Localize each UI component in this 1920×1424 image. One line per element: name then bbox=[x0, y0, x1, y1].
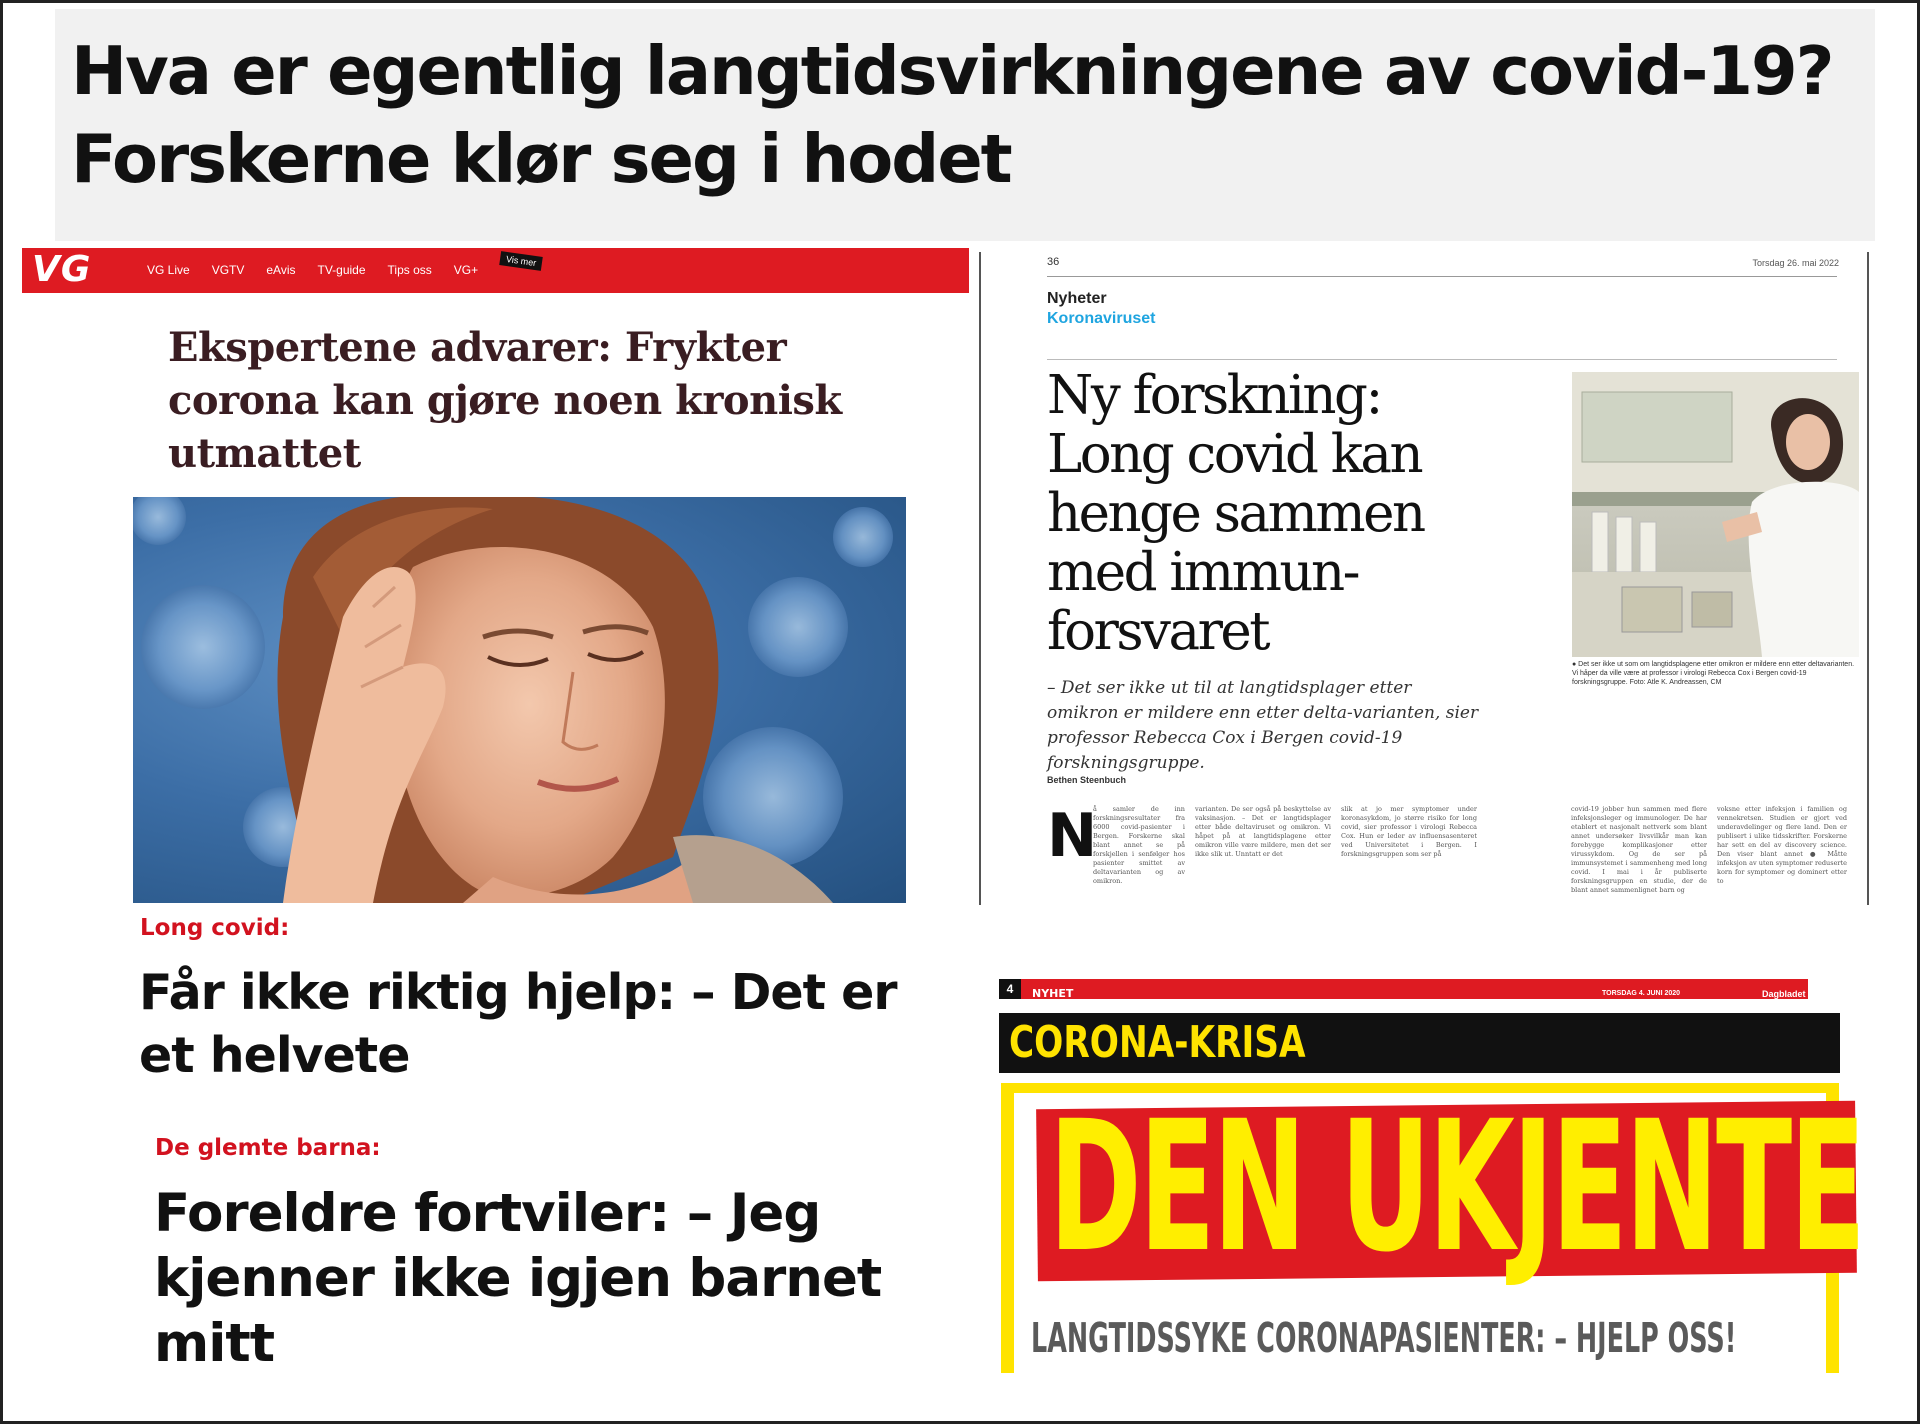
photo-illustration bbox=[133, 497, 906, 903]
newspaper-photo-caption: ● Det ser ikke ut som om langtidsplagene etter omikron er mildere enn etter deltavarianten. Vi håper da ville være at professor i virologi Rebecca Cox i Bergen covid-19 forskningsgruppe. Foto: Atle K. Andreassen, CM bbox=[1572, 661, 1855, 686]
vg-nav-item[interactable]: Tips oss bbox=[387, 263, 432, 277]
newspaper-subsection: Koronaviruset bbox=[1047, 310, 1156, 327]
tabloid-subheadline: LANGTIDSSYKE CORONAPASIENTER: – HJELP OSS! bbox=[1031, 1314, 1737, 1362]
glemte-barna-kicker: De glemte barna: bbox=[155, 1135, 381, 1161]
newspaper-body-column: covid-19 jobber hun sammen med flere infeksjonsleger og immunologer. De har etablert et nasjonalt nettverk som blant annet undersøker livsvilkår man kan forebygge komplikasjoner etter virussykdom. Og de ser på immunsystemet i sammenheng med long covid. I mai i år publiserte forskningsgruppen en studie, der de blant annet sammenlignet barn og bbox=[1571, 805, 1707, 894]
vg-nav-item[interactable]: VG Live bbox=[147, 263, 190, 277]
newspaper-body-column: voksne etter infeksjon i familien og vennekretsen. Studien er gjort ved underavdelinger og flere land. Den er publisert i ulike tidsskrifter. Forskerne har sett en del av discovery science. Den viser blant annet ● Måtte infeksjon av uten symptomer reduserte korn for symptomer og dominert etter to bbox=[1717, 805, 1847, 885]
tabloid-kicker: CORONA-KRISA bbox=[1009, 1017, 1306, 1068]
tabloid-top-bar bbox=[1002, 979, 1808, 999]
vg-nav-item[interactable]: VG+ bbox=[453, 263, 479, 277]
tabloid-logo: Dagbladet bbox=[1762, 989, 1806, 999]
tabloid-page-number: 4 bbox=[999, 979, 1021, 999]
banner-title-line-1: Hva er egentlig langtidsvirkningene av covid-19? bbox=[71, 32, 1833, 110]
tabloid-section: NYHET bbox=[1032, 987, 1074, 1000]
vg-nav-item[interactable]: TV-guide bbox=[317, 263, 366, 277]
divider bbox=[1047, 359, 1837, 360]
newspaper-clipping bbox=[979, 252, 1869, 905]
woman-headache-virus-photo[interactable] bbox=[133, 497, 906, 903]
newspaper-body-column: å samler de inn forskningsresultater fra 6000 covid-pasienter i Bergen. Forskerne skal blant annet se på forskjellen i senfølger hos pasienter smittet av deltavarianten og av omikron. bbox=[1093, 805, 1185, 885]
long-covid-headline[interactable]: Får ikke riktig hjelp: – Det er et helvete bbox=[139, 964, 897, 1084]
newspaper-lead: – Det ser ikke ut til at langtidsplager etter omikron er mildere enn etter delta-varianten, sier professor Rebecca Cox i Bergen covid-19 forskningsgruppe. bbox=[1047, 678, 1479, 773]
banner-title bbox=[71, 27, 1871, 203]
newspaper-dropcap: N bbox=[1047, 801, 1098, 871]
tabloid-headline: DEN UKJENTE bbox=[1049, 1083, 1864, 1292]
title-banner bbox=[55, 9, 1875, 241]
vg-nav-tag[interactable]: Vis mer bbox=[499, 251, 543, 271]
banner-title-line-2: Forskerne klør seg i hodet bbox=[71, 120, 1011, 198]
newspaper-page-number: 36 bbox=[1047, 256, 1060, 268]
divider bbox=[1047, 276, 1837, 277]
vg-nav-item[interactable]: e⁠Avis bbox=[266, 263, 296, 277]
vg-nav-item[interactable]: VGTV bbox=[211, 263, 245, 277]
tabloid-date: TORSDAG 4. JUNI 2020 bbox=[1602, 990, 1681, 997]
newspaper-headline: Ny forskning: Long covid kan henge sammen med immun-forsvaret bbox=[1047, 365, 1424, 662]
vg-article-headline[interactable]: Ekspertene advarer: Frykter corona kan gjøre noen kronisk utmattet bbox=[168, 324, 842, 477]
lab-researcher-photo bbox=[1572, 372, 1859, 657]
lab-photo-illustration bbox=[1572, 372, 1859, 657]
tabloid-clipping bbox=[999, 973, 1864, 1373]
newspaper-byline: Bethen Steenbuch bbox=[1047, 775, 1127, 785]
glemte-barna-headline[interactable]: Foreldre fortviler: – Jeg kjenner ikke igjen barnet mitt bbox=[154, 1183, 882, 1374]
vg-logo[interactable]: VG bbox=[32, 249, 92, 290]
vg-nav-menu bbox=[147, 263, 478, 277]
long-covid-kicker: Long covid: bbox=[140, 915, 290, 941]
newspaper-body-column: varianten. De ser også på beskyttelse av vaksinasjon. – Det er langtidsplager etter både deltaviruset og omikron. Vi håpet på at langtidsplagene etter omikron ville være mildere, men det ser ikke slik ut. Unntatt er det bbox=[1195, 805, 1331, 858]
newspaper-date: Torsdag 26. mai 2022 bbox=[1752, 258, 1839, 268]
newspaper-section: Nyheter bbox=[1047, 290, 1107, 307]
vg-navigation-bar bbox=[22, 248, 969, 293]
newspaper-body-column: slik at jo mer symptomer under koronasykdom, jo større risiko for long covid, sier professor i virologi Rebecca Cox. Hun er leder av influensasenteret ved Universitetet i Bergen. I forskningsgruppen som ser på bbox=[1341, 805, 1477, 858]
